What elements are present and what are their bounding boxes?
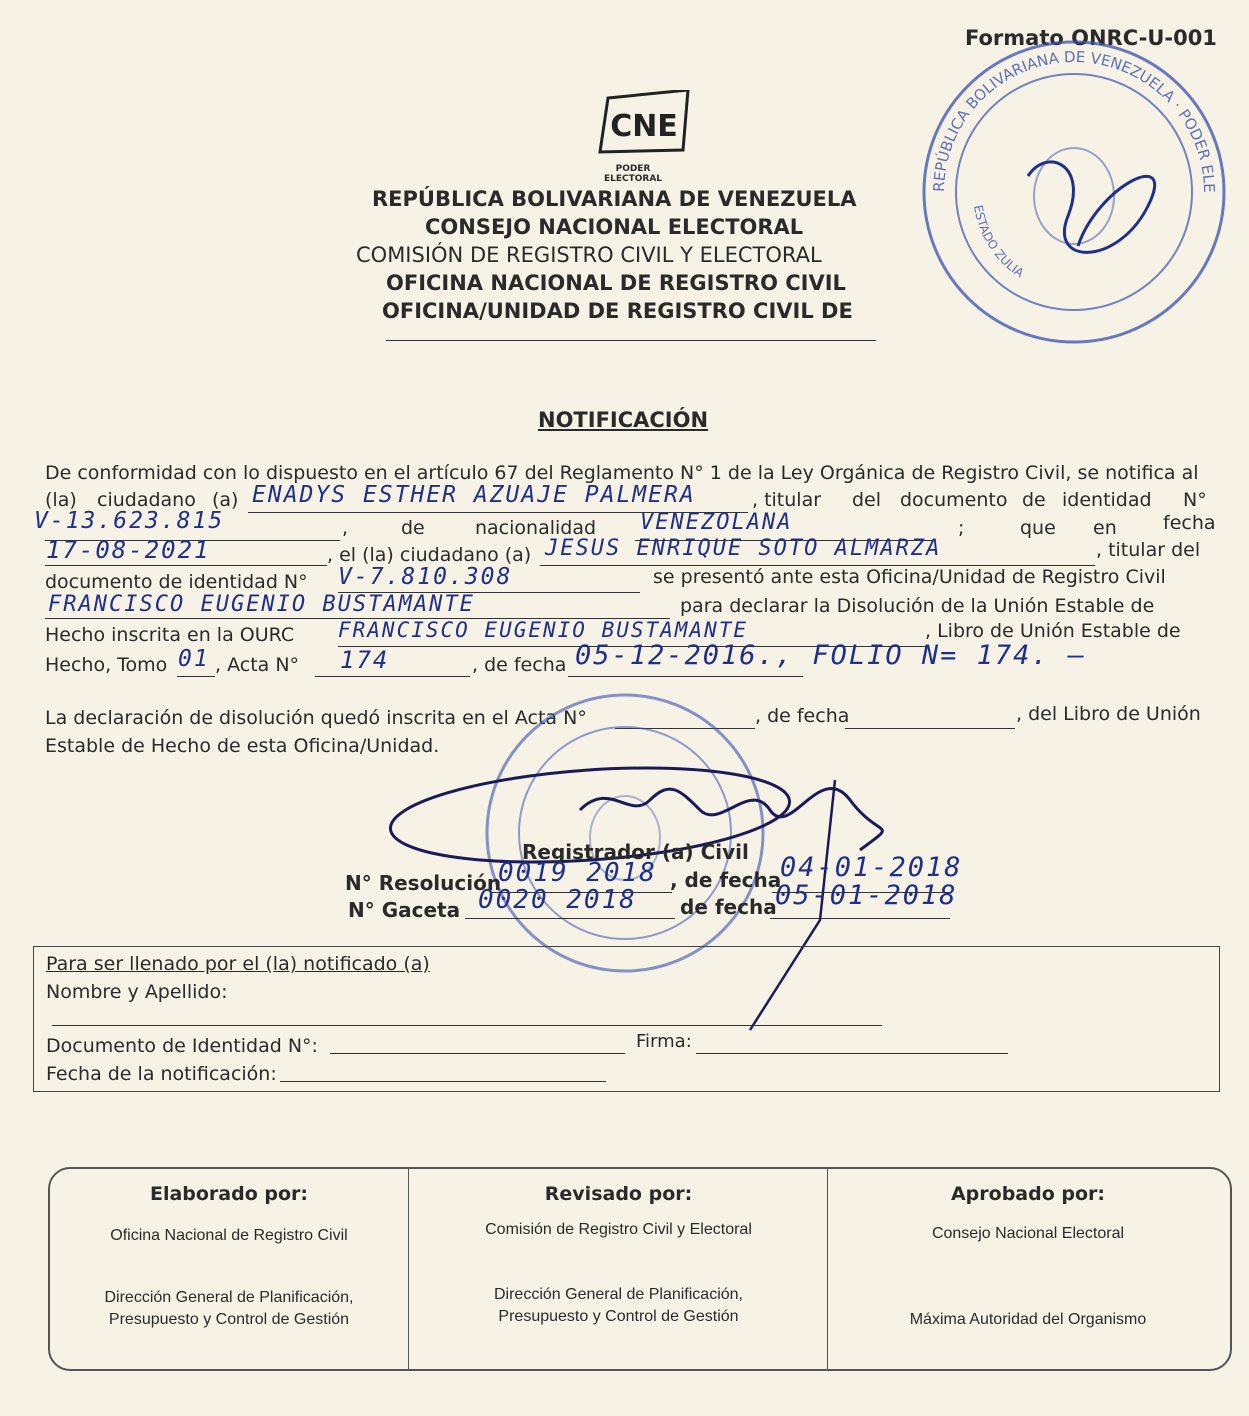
field-line <box>770 918 950 919</box>
body-text: , de fecha <box>755 705 850 727</box>
footer-column-revisado <box>408 1169 828 1369</box>
body-text: , de fecha <box>472 654 567 676</box>
handwritten-tomo: 01 <box>178 646 210 672</box>
body-text: , titular <box>752 489 822 511</box>
handwritten-name-declarant: JESUS ENRIQUE SOTO ALMARZA <box>545 536 942 561</box>
office-name-line <box>386 340 876 341</box>
logo-mark: CNE <box>610 109 678 144</box>
handwritten-acta-date: 05-12-2016., FOLIO N= 174. — <box>575 640 1087 671</box>
footer-text: Máxima Autoridad del Organismo <box>909 1311 1147 1328</box>
gaceta-label: N° Gaceta <box>348 898 461 922</box>
svg-text:REPÚBLICA BOLIVARIANA DE VENEZ: REPÚBLICA BOLIVARIANA DE VENEZUELA · PODER ELE <box>929 47 1219 193</box>
body-text: ; <box>958 517 965 539</box>
header-line-4: OFICINA NACIONAL DE REGISTRO CIVIL <box>386 271 846 295</box>
footer-text: Oficina Nacional de Registro Civil <box>110 1227 348 1244</box>
body-text: documento de identidad N° <box>45 571 308 593</box>
body-text: , Libro de Unión Estable de <box>925 620 1181 642</box>
body-text: del <box>852 489 882 511</box>
footer-title: Revisado por: <box>544 1183 693 1205</box>
field-line <box>177 676 215 677</box>
body-text: (a) <box>212 489 239 511</box>
header-line-3: COMISIÓN DE REGISTRO CIVIL Y ELECTORAL <box>356 243 822 267</box>
form-code: Formato ONRC-U-001 <box>965 26 1217 50</box>
footer-column-aprobado <box>827 1169 1228 1369</box>
handwritten-resolucion-fecha: 04-01-2018 <box>780 852 963 883</box>
svg-text:ESTADO ZULIA: ESTADO ZULIA <box>970 204 1027 281</box>
notification-date-input[interactable] <box>280 1081 606 1082</box>
body-text: N° <box>1183 489 1207 511</box>
field-line <box>45 565 327 566</box>
field-line <box>315 676 470 677</box>
field-line <box>845 728 1015 729</box>
official-stamp-top <box>918 36 1230 348</box>
handwritten-date: 17-08-2021 <box>46 536 211 564</box>
id-input[interactable] <box>330 1053 625 1054</box>
body-text: que <box>1020 517 1056 539</box>
body-text: en <box>1093 517 1117 539</box>
footer-text: Comisión de Registro Civil y Electoral <box>485 1221 752 1238</box>
body-text: de <box>1022 489 1046 511</box>
body-text: identidad <box>1062 489 1152 511</box>
handwritten-gaceta-fecha: 05-01-2018 <box>775 880 958 911</box>
body-text: , Acta N° <box>215 654 300 676</box>
date-label: Fecha de la notificación: <box>46 1063 277 1085</box>
handwritten-ourc: FRANCISCO EUGENIO BUSTAMANTE <box>338 618 749 642</box>
handwritten-office: FRANCISCO EUGENIO BUSTAMANTE <box>48 592 475 617</box>
body-text: se presentó ante esta Oficina/Unidad de Registro Civil <box>653 566 1166 588</box>
resolucion-label: N° Resolución <box>345 871 502 895</box>
body-text: , del Libro de Unión <box>1016 703 1201 725</box>
footer-title: Aprobado por: <box>950 1183 1106 1205</box>
handwritten-gaceta: 0020 2018 <box>478 885 637 915</box>
body-text: para declarar la Disolución de la Unión Estable de <box>680 595 1155 617</box>
body-text: La declaración de disolución quedó inscrita en el Acta N° <box>45 707 587 729</box>
footer-text: Dirección General de Planificación, Presupuesto y Control de Gestión <box>104 1289 354 1328</box>
header-line-1: REPÚBLICA BOLIVARIANA DE VENEZUELA <box>372 187 857 211</box>
body-text: fecha <box>1163 512 1216 534</box>
handwritten-id-declarant: V-7.810.308 <box>338 564 513 590</box>
body-text: (la) <box>45 489 77 511</box>
approval-footer <box>48 1167 1232 1371</box>
resolucion-fecha-label: , de fecha <box>670 868 782 892</box>
body-text: Estable de Hecho de esta Oficina/Unidad. <box>45 735 440 757</box>
id-label: Documento de Identidad N°: <box>46 1035 318 1057</box>
field-line <box>465 918 675 919</box>
body-line-1: De conformidad con lo dispuesto en el artículo 67 del Reglamento N° 1 de la Ley Orgánica de Registro Civil, se notifica al <box>45 462 1199 484</box>
document-title: NOTIFICACIÓN <box>538 408 709 432</box>
handwritten-resolucion: 0019 2018 <box>498 858 657 888</box>
body-text: Hecho, Tomo <box>45 654 168 676</box>
body-text: Hecho inscrita en la OURC <box>45 624 295 646</box>
registrar-title: Registrador (a) Civil <box>522 840 749 864</box>
header-line-2: CONSEJO NACIONAL ELECTORAL <box>425 215 804 239</box>
body-text: nacionalidad <box>475 517 597 539</box>
footer-text: Dirección General de Planificación, Presupuesto y Control de Gestión <box>493 1286 743 1325</box>
cne-logo <box>588 90 698 184</box>
footer-text: Consejo Nacional Electoral <box>931 1225 1125 1242</box>
footer-title: Elaborado por: <box>149 1183 309 1205</box>
notified-section <box>33 946 1220 1092</box>
name-input[interactable] <box>52 1025 882 1026</box>
body-text: , titular del <box>1096 539 1201 561</box>
field-line <box>568 676 803 677</box>
footer-column-elaborado <box>50 1169 408 1369</box>
gaceta-fecha-label: de fecha <box>680 895 777 919</box>
body-text: ciudadano <box>97 489 196 511</box>
handwritten-name-notified: ENADYS ESTHER AZUAJE PALMERA <box>252 482 696 508</box>
logo-subtitle: PODER ELECTORAL <box>603 164 663 184</box>
handwritten-acta: 174 <box>340 646 390 674</box>
body-text: documento <box>900 489 1008 511</box>
body-text: , <box>342 517 349 539</box>
signature-input[interactable] <box>696 1053 1008 1054</box>
handwritten-id-notified: V-13.623.815 <box>34 508 225 534</box>
body-text: de <box>401 517 425 539</box>
handwritten-nationality: VENEZOLANA <box>640 510 793 535</box>
sign-label: Firma: <box>636 1031 692 1052</box>
name-label: Nombre y Apellido: <box>46 981 228 1003</box>
notified-heading: Para ser llenado por el (la) notificado (a) <box>46 953 430 975</box>
header-line-5: OFICINA/UNIDAD DE REGISTRO CIVIL DE <box>382 299 853 323</box>
body-text: , el (la) ciudadano (a) <box>327 544 532 566</box>
